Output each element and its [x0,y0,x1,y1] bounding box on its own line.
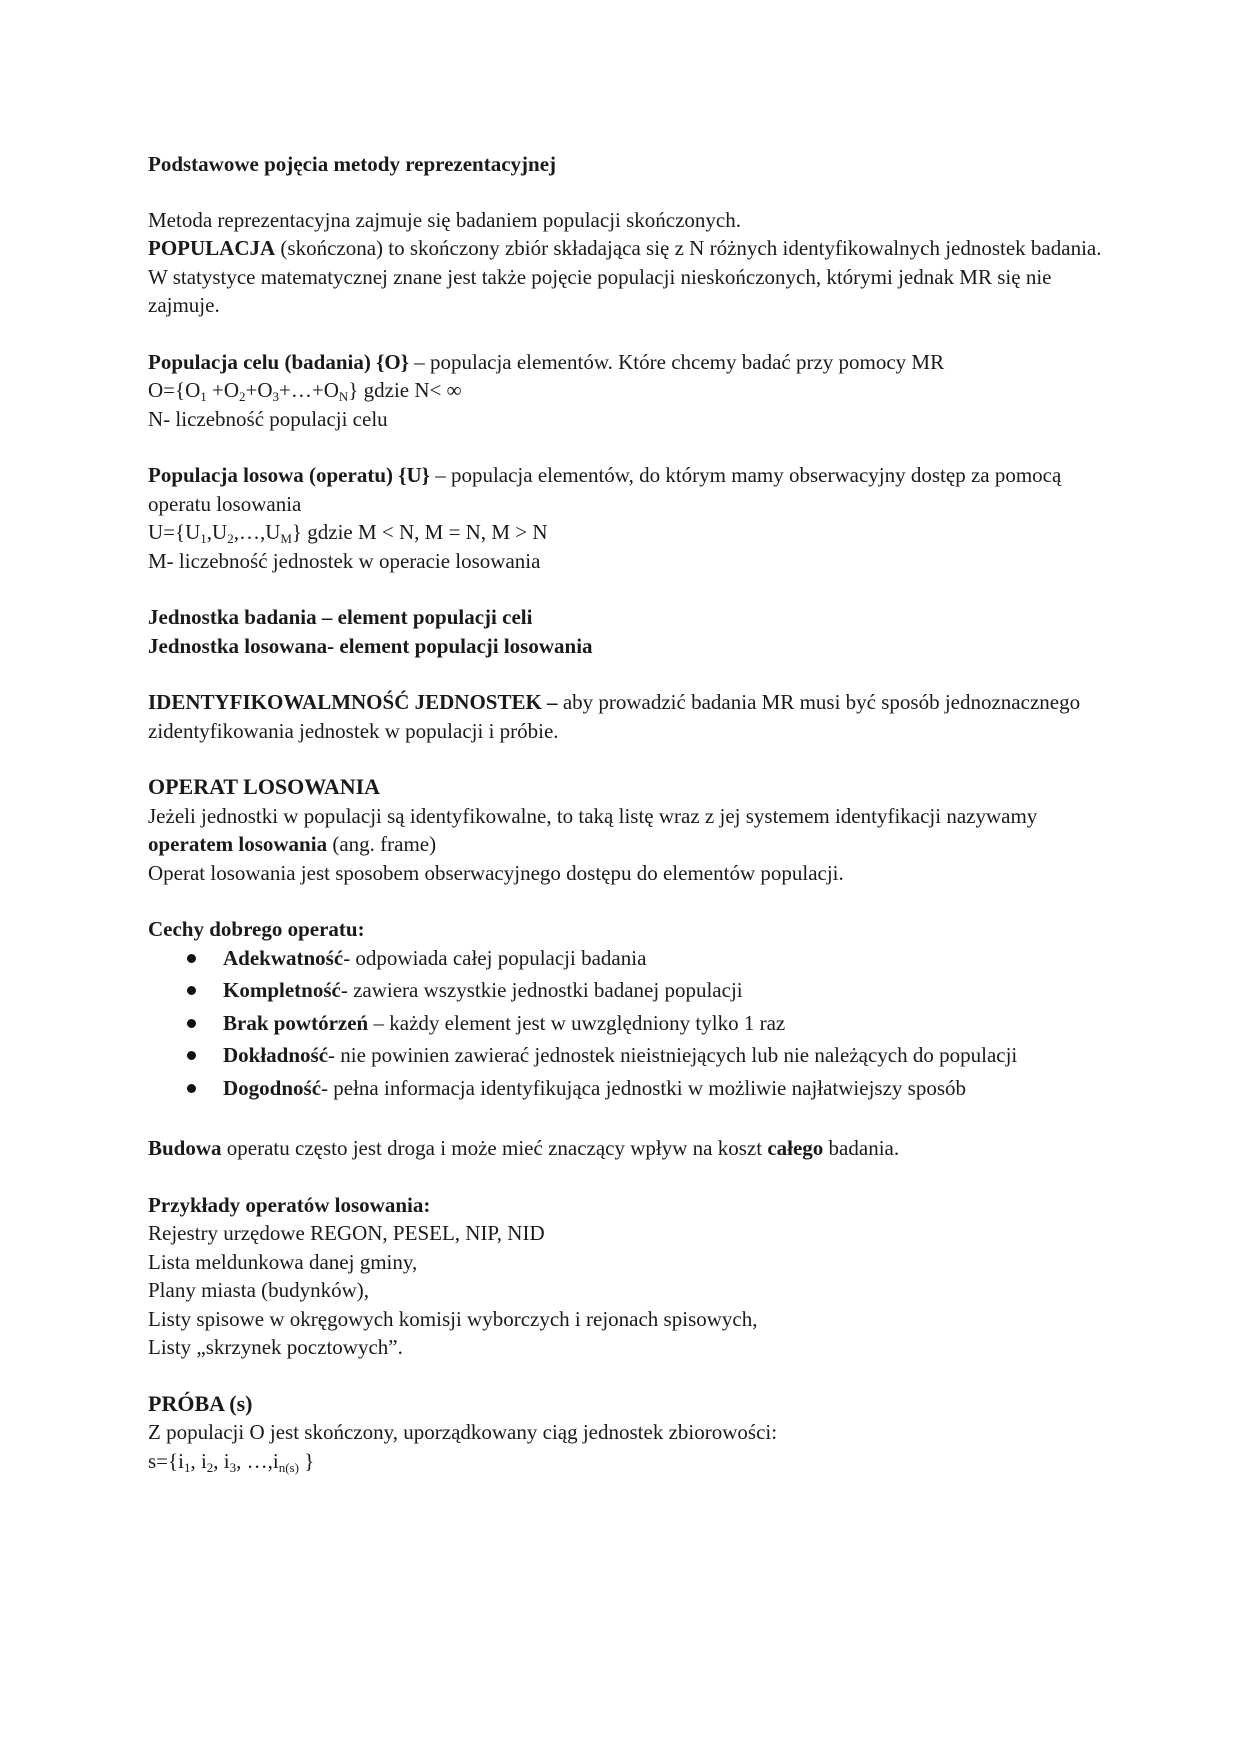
frame-cost-note [148,1134,1108,1163]
examples-heading [148,1191,1108,1220]
cost-text: operatu często jest droga i może mieć znaczący wpływ na koszt [221,1136,768,1160]
example-line: Plany miasta (budynków), [148,1278,370,1302]
sampling-frame-note: Operat losowania jest sposobem obserwacyjnego dostępu do elementów populacji. [148,860,844,885]
bullet-icon [187,954,196,963]
cost-text-end: badania. [823,1136,900,1160]
formula-part: +O [206,378,240,402]
bullet-icon [187,1084,196,1093]
formula-part: +…+O [279,378,339,402]
list-item [148,1074,1108,1103]
sampling-frame-text: Jeżeli jednostki w populacji są identyfikowalne, to taką listę wraz z jej systemem identyfikacji nazywamy [148,803,1038,828]
formula-part: ,…,U [233,520,281,544]
formula-subscript: 1 [200,389,207,404]
formula-part: U={U [148,520,201,544]
features-heading-text: Cechy dobrego operatu: [148,917,365,941]
target-population-def: – populacja elementów. Które chcemy badać przy pomocy MR [408,349,945,374]
feature-term: Brak powtórzeń [223,1010,369,1035]
formula-part: } gdzie M < N, M = N, M > N [291,520,548,544]
sampling-population-m-def: M- liczebność jednostek w operacie losowania [148,548,541,573]
formula-part: , i [190,1448,207,1473]
formula-subscript: N [338,389,349,404]
target-population-term: Populacja celu (badania) {O} [148,349,409,374]
feature-term: Dogodność [223,1075,322,1100]
formula-part: O={O [148,378,201,402]
formula-part: , i [213,1448,230,1473]
bullet-icon [187,986,196,995]
formula-subscript: M [280,531,292,546]
unit-definition-study [148,603,1108,632]
formula-subscript: 3 [229,1459,237,1475]
example-line: Listy spisowe w okręgowych komisji wyborczych i rejonach spisowych, [148,1306,758,1331]
sample-formula [148,1447,1108,1476]
feature-def: - nie powinien zawierać jednostek nieistniejących lub nie należących do populacji [328,1043,1018,1067]
list-item [148,976,1108,1005]
bullet-icon [187,1051,196,1060]
list-item [148,944,1108,973]
identifiability-term: IDENTYFIKOWALMNOŚĆ JEDNOSTEK – [148,690,558,714]
cost-term: Budowa [148,1136,222,1160]
formula-subscript: 2 [227,531,234,546]
document-title: Podstawowe pojęcia metody reprezentacyjnej [148,152,557,176]
example-line: Rejestry urzędowe REGON, PESEL, NIP, NID [148,1221,545,1245]
formula-subscript: 1 [183,1459,191,1475]
sampling-population-formula [148,518,1108,547]
sampling-population-def: – populacja elementów, do którym mamy obserwacyjny dostęp za pomocą operatu losowania [148,463,1062,516]
cost-emphasis: całego [767,1136,824,1160]
population-term: POPULACJA [148,236,276,260]
population-definition [148,234,1108,263]
document-content [148,150,1108,1475]
formula-part: , …,i [236,1448,279,1473]
feature-def: - zawiera wszystkie jednostki badanej populacji [340,978,743,1002]
sampling-frame-paragraph [148,802,1108,859]
formula-subscript: 2 [206,1459,214,1475]
formula-part: s={i [148,1448,184,1473]
sample-heading: PRÓBA (s) [148,1390,253,1416]
list-item [148,1041,1108,1070]
formula-part: +O [245,378,273,402]
unit-definition-sampled [148,632,1108,661]
feature-term: Dokładność [223,1043,329,1067]
bullet-icon [187,1019,196,1028]
unit-sampled-text: Jednostka losowana- element populacji losowania [148,633,593,658]
formula-part: } [298,1448,315,1473]
examples-heading-text: Przykłady operatów losowania: [148,1192,431,1217]
formula-subscript: 1 [200,531,207,546]
sampling-population-definition [148,461,1108,518]
feature-def: - odpowiada całej populacji badania [343,945,647,970]
sample-definition: Z populacji O jest skończony, uporządkowany ciąg jednostek zbiorowości: [148,1420,778,1444]
formula-part: } gdzie N< ∞ [348,378,462,402]
target-population-formula [148,376,1108,405]
sampling-population-term: Populacja losowa (operatu) {U} [148,463,430,487]
identifiability-definition [148,688,1108,745]
feature-def: - pełna informacja identyfikująca jednostki w możliwie najłatwiejszy sposób [321,1075,967,1100]
sampling-frame-heading: OPERAT LOSOWANIA [148,774,381,799]
feature-term: Adekwatność [223,945,344,970]
target-population-definition [148,348,1108,377]
feature-term: Kompletność [223,978,341,1002]
list-item [148,1009,1108,1038]
unit-study-text: Jednostka badania – element populacji celi [148,605,533,629]
sampling-frame-term: operatem losowania [148,832,328,856]
formula-subscript: n(s) [278,1459,299,1475]
formula-subscript: 3 [272,389,280,404]
example-line: Listy „skrzynek pocztowych”. [148,1335,403,1359]
target-population-n-def: N- liczebność populacji celu [148,406,388,431]
population-def: (skończona) to skończony zbiór składająca się z N różnych identyfikowalnych jednostek badania. [275,236,1102,260]
sampling-frame-text-end: (ang. frame) [327,832,437,856]
infinite-population-note: W statystyce matematycznej znane jest także pojęcie populacji nieskończonych, którymi jednak MR się nie zajmuje. [148,264,1052,317]
features-heading [148,915,1108,944]
identifiability-def: aby prowadzić badania MR musi być sposób jednoznacznego zidentyfikowania jednostek w populacji i próbie. [148,690,1081,743]
features-list [148,944,1108,1103]
feature-def: – każdy element jest w uwzględniony tylko 1 raz [368,1010,786,1035]
intro-line: Metoda reprezentacyjna zajmuje się badaniem populacji skończonych. [148,207,742,232]
formula-part: ,U [206,520,228,544]
formula-subscript: 2 [239,389,246,404]
example-line: Lista meldunkowa danej gminy, [148,1249,418,1274]
